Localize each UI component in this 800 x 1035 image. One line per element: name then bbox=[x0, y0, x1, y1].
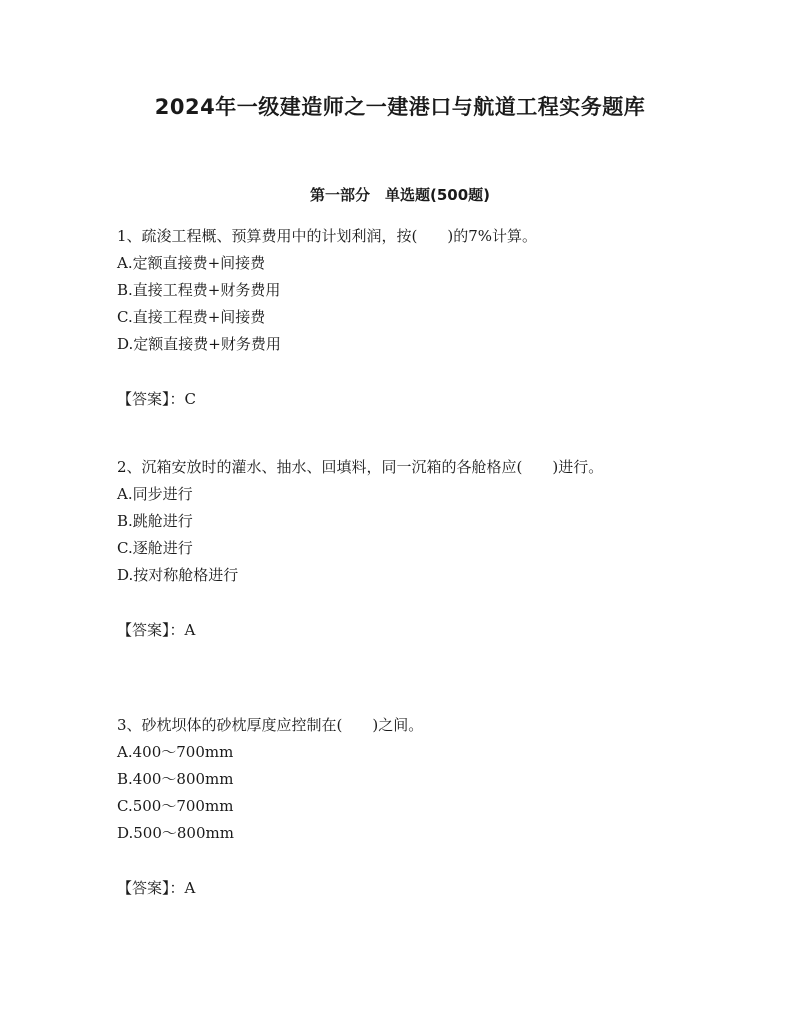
question-1 bbox=[117, 223, 687, 413]
answer: 【答案】：C bbox=[117, 390, 196, 408]
question-3 bbox=[117, 712, 687, 902]
option-d: D.按对称舱格进行 bbox=[117, 566, 239, 584]
question-stem: 3、砂枕坝体的砂枕厚度应控制在( )之间。 bbox=[117, 716, 424, 734]
option-a: A.400～700mm bbox=[117, 743, 234, 761]
answer: 【答案】：A bbox=[117, 621, 196, 639]
option-b: B.跳舱进行 bbox=[117, 512, 193, 530]
option-a: A.定额直接费+间接费 bbox=[117, 254, 266, 272]
document-title: 2024年一级建造师之一建港口与航道工程实务题库 bbox=[154, 95, 646, 119]
question-stem: 2、沉箱安放时的灌水、抽水、回填料，同一沉箱的各舱格应( )进行。 bbox=[117, 458, 604, 476]
option-a: A.同步进行 bbox=[117, 485, 193, 503]
option-c: C.逐舱进行 bbox=[117, 539, 193, 557]
answer: 【答案】：A bbox=[117, 879, 196, 897]
option-c: C.直接工程费+间接费 bbox=[117, 308, 266, 326]
option-c: C.500～700mm bbox=[117, 797, 234, 815]
section-title: 第一部分 单选题(500题) bbox=[309, 186, 491, 204]
option-d: D.500～800mm bbox=[117, 824, 234, 842]
option-b: B.400～800mm bbox=[117, 770, 234, 788]
question-2 bbox=[117, 454, 687, 644]
option-d: D.定额直接费+财务费用 bbox=[117, 335, 281, 353]
question-stem: 1、疏浚工程概、预算费用中的计划利润，按( )的7%计算。 bbox=[117, 227, 538, 245]
option-b: B.直接工程费+财务费用 bbox=[117, 281, 281, 299]
